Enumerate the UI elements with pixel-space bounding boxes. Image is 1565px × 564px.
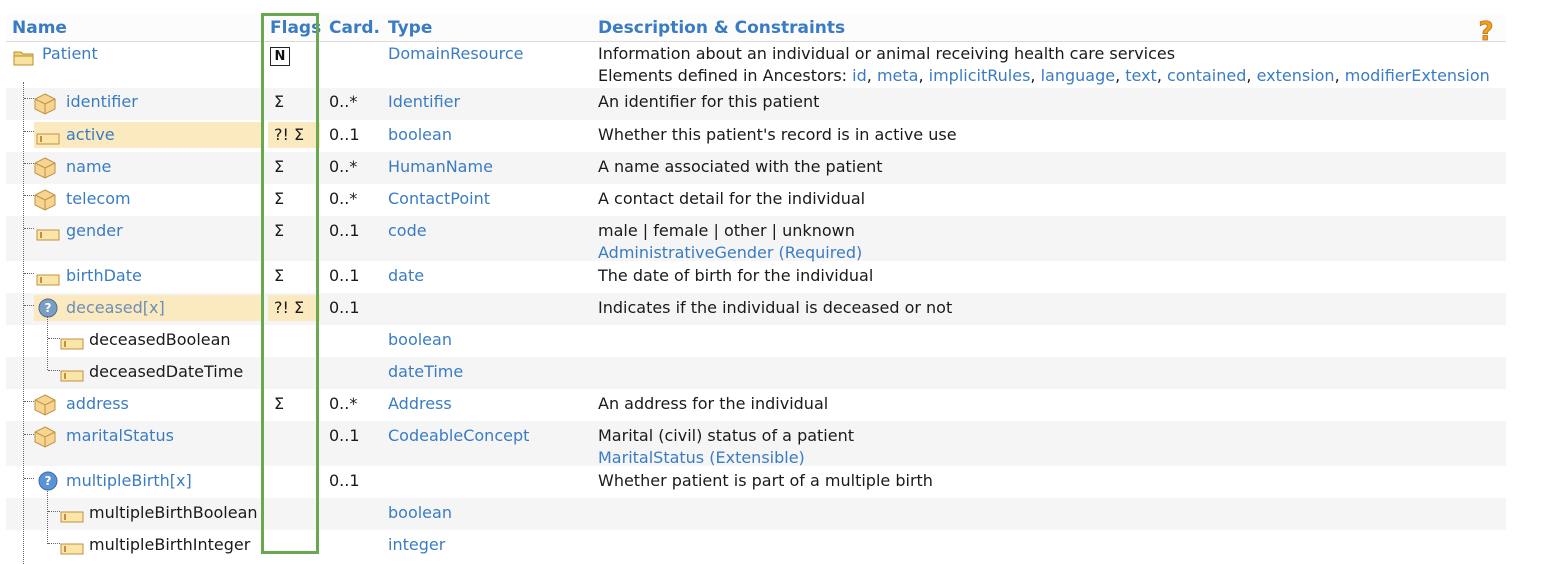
type-link[interactable]: CodeableConcept [388,426,530,445]
ancestor-link[interactable]: extension [1256,66,1335,85]
description-text: The date of birth for the individual [598,266,874,285]
cardinality: 0..1 [329,221,360,240]
table-row [6,421,1506,466]
flag-modifier-summary: ?! Σ [274,125,305,144]
flag-summary: Σ [274,92,285,111]
primitive-icon [36,226,60,245]
ancestors-label: Elements defined in Ancestors: [598,66,848,85]
ancestor-link[interactable]: language [1040,66,1116,85]
cardinality: 0..* [329,92,358,111]
flag-summary: Σ [274,189,285,208]
element-name: multipleBirthBoolean [89,503,258,522]
type-link[interactable]: DomainResource [388,44,524,63]
element-name-patient[interactable]: Patient [42,44,98,63]
description-text: Marital (civil) status of a patient [598,426,854,445]
description-text: male | female | other | unknown [598,221,855,240]
valueset-link[interactable]: MaritalStatus [598,448,705,467]
element-name: deceasedBoolean [89,330,231,349]
primitive-icon [60,508,84,527]
description-text: A name associated with the patient [598,157,883,176]
description-text: Whether this patient's record is in active use [598,125,957,144]
ancestor-link[interactable]: text [1125,66,1157,85]
ancestor-link[interactable]: contained [1167,66,1247,85]
table-row [6,184,1506,216]
description-text: An address for the individual [598,394,829,413]
table-header [6,14,1506,42]
table-row [6,325,1506,357]
table-row [6,152,1506,184]
primitive-icon [60,335,84,354]
folder-icon [13,47,35,71]
table-row [6,88,1506,120]
cardinality: 0..1 [329,471,360,490]
flag-summary: Σ [274,157,285,176]
table-row-patient [6,42,1506,88]
type-link[interactable]: integer [388,535,446,554]
cardinality: 0..1 [329,298,360,317]
primitive-icon [36,271,60,290]
element-name[interactable]: name [66,157,112,176]
header-type[interactable]: Type [388,18,433,38]
cardinality: 0..1 [329,426,360,445]
type-link[interactable]: date [388,266,425,285]
header-name[interactable]: Name [12,18,67,38]
description-text: Information about an individual or animal receiving health care services [598,44,1176,63]
datatype-cube-icon [34,189,56,215]
table-row [6,498,1506,530]
table-row [6,261,1506,293]
element-name[interactable]: active [66,125,115,144]
header-description[interactable]: Description & Constraints [598,18,846,38]
binding-line: MaritalStatus (Extensible) [598,448,805,467]
element-name[interactable]: address [66,394,129,413]
primitive-icon [36,130,60,149]
datatype-cube-icon [34,93,56,119]
table-row [6,389,1506,421]
flag-summary: Σ [274,394,285,413]
question-mark-icon[interactable] [1472,16,1500,48]
binding-line: AdministrativeGender (Required) [598,243,863,262]
normative-badge: N [270,44,290,66]
table-row [6,120,1506,152]
type-link[interactable]: code [388,221,427,240]
element-name[interactable]: identifier [66,92,138,111]
element-name[interactable]: maritalStatus [66,426,174,445]
cardinality: 0..* [329,189,358,208]
element-name: deceasedDateTime [89,362,244,381]
description-text: A contact detail for the individual [598,189,866,208]
choice-type-icon [38,298,58,322]
choice-type-icon [38,471,58,495]
table-row [6,293,1506,325]
ancestor-link[interactable]: implicitRules [928,66,1031,85]
type-link[interactable]: boolean [388,330,452,349]
element-name[interactable]: telecom [66,189,131,208]
ancestors-line: Elements defined in Ancestors: id, meta, implicitRules, language, text, contained, extension, modifierExtension [598,66,1490,85]
header-card[interactable]: Card. [329,18,380,38]
table-row [6,216,1506,261]
type-link[interactable]: dateTime [388,362,464,381]
type-link[interactable]: ContactPoint [388,189,490,208]
cardinality: 0..1 [329,125,360,144]
structure-table [6,14,1506,562]
datatype-cube-icon [34,157,56,183]
table-row [6,466,1506,498]
description-text: Whether patient is part of a multiple birth [598,471,933,490]
type-link[interactable]: Address [388,394,452,413]
binding-strength-link[interactable]: Required [784,243,856,262]
element-name[interactable]: birthDate [66,266,142,285]
datatype-cube-icon [34,426,56,452]
element-name: multipleBirthInteger [89,535,251,554]
valueset-link[interactable]: AdministrativeGender [598,243,774,262]
cardinality: 0..* [329,157,358,176]
flag-modifier-summary: ?! Σ [274,298,305,317]
description-text: Indicates if the individual is deceased or not [598,298,953,317]
element-name[interactable]: multipleBirth[x] [66,471,192,490]
ancestor-link[interactable]: meta [876,66,919,85]
element-name[interactable]: deceased[x] [66,298,165,317]
description-text: An identifier for this patient [598,92,820,111]
type-link[interactable]: boolean [388,125,452,144]
flag-summary: Σ [274,221,285,240]
cardinality: 0..* [329,394,358,413]
cardinality: 0..1 [329,266,360,285]
type-link[interactable]: boolean [388,503,452,522]
primitive-icon [60,540,84,559]
svg-text:?: ? [1478,17,1494,44]
ancestor-link[interactable]: modifierExtension [1344,66,1490,85]
binding-strength-link[interactable]: Extensible [715,448,799,467]
element-name[interactable]: gender [66,221,123,240]
svg-text:?: ? [44,301,52,315]
datatype-cube-icon [34,394,56,420]
flag-summary: Σ [274,266,285,285]
type-link[interactable]: Identifier [388,92,461,111]
table-row [6,357,1506,389]
svg-text:?: ? [44,474,52,488]
primitive-icon [60,367,84,386]
header-flags[interactable]: Flags [270,18,322,38]
type-link[interactable]: HumanName [388,157,493,176]
ancestor-link[interactable]: id [852,66,867,85]
table-row [6,530,1506,562]
